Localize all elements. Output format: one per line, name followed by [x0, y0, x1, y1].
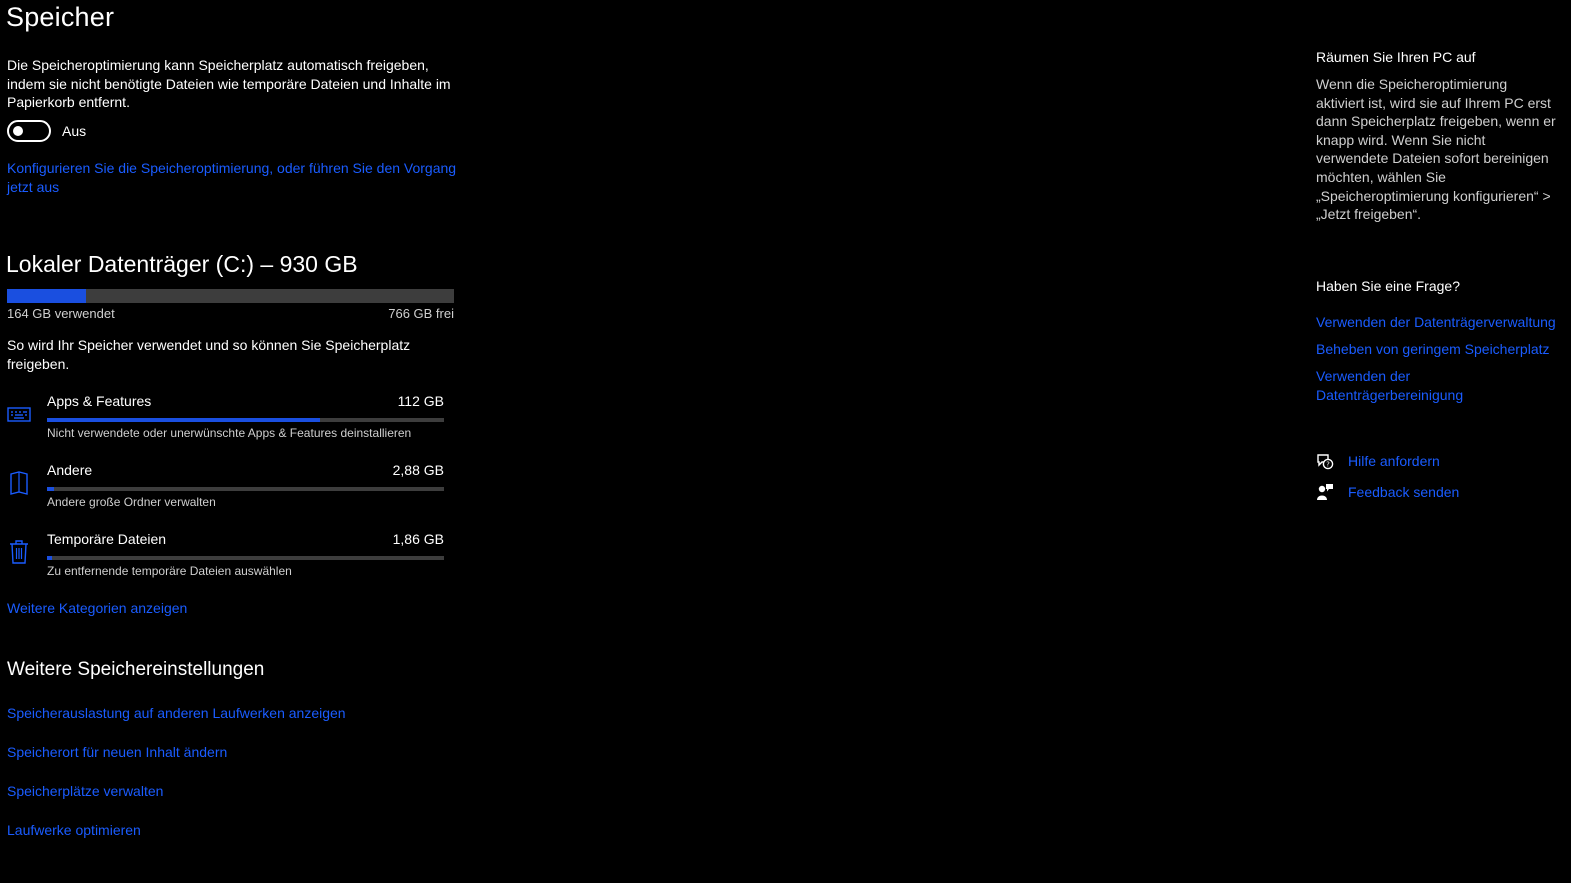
- category-size: 1,86 GB: [392, 531, 444, 547]
- storage-usage-intro: So wird Ihr Speicher verwendet und so können Sie Speicherplatz freigeben.: [7, 337, 411, 372]
- get-help-link[interactable]: Hilfe anfordern: [1348, 453, 1440, 469]
- disk-usage-meta: [7, 306, 454, 321]
- disk-title: Lokaler Datenträger (C:) – 930 GB: [6, 251, 358, 277]
- category-usage-bar: [47, 556, 444, 560]
- get-help-row[interactable]: [1316, 452, 1440, 471]
- category-other[interactable]: [7, 462, 447, 522]
- trash-icon: [7, 537, 31, 565]
- toggle-knob: [13, 126, 23, 136]
- configure-storage-sense-link[interactable]: Konfigurieren Sie die Speicheroptimierung, oder führen Sie den Vorgang jetzt aus: [7, 160, 457, 195]
- view-other-drives-link[interactable]: Speicherauslastung auf anderen Laufwerken anzeigen: [7, 705, 346, 721]
- category-size: 112 GB: [397, 393, 444, 409]
- category-usage-bar: [47, 418, 444, 422]
- page-title: Speicher: [6, 2, 115, 32]
- category-temp-files[interactable]: [7, 531, 447, 591]
- category-name: Temporäre Dateien: [47, 531, 167, 547]
- category-description: Nicht verwendete oder unerwünschte Apps & Features deinstallieren: [47, 426, 412, 440]
- cleanup-heading: Räumen Sie Ihren PC auf: [1316, 49, 1476, 65]
- disk-usage-bar: [7, 289, 454, 303]
- category-name: Andere: [47, 462, 93, 478]
- feedback-icon: [1316, 483, 1334, 501]
- category-usage-bar: [47, 487, 444, 491]
- category-usage-bar-fill: [47, 556, 52, 560]
- category-usage-bar-fill: [47, 487, 54, 491]
- category-apps-features[interactable]: [7, 393, 447, 453]
- cleanup-text: Wenn die Speicheroptimierung aktiviert ist, wird sie auf Ihrem PC erst dann Speicherplatz freigeben, wenn er knapp wird. Wenn Sie nicht verwendete Dateien sofort bereinigen möchten, wählen Sie „Speicheroptimierung konfigurieren“ > „Jetzt freigeben“.: [1316, 76, 1556, 223]
- more-storage-settings-title: Weitere Speichereinstellungen: [7, 659, 265, 680]
- disk-used-label: 164 GB verwendet: [7, 306, 115, 321]
- folder-icon: [7, 468, 31, 496]
- manage-storage-spaces-link[interactable]: Speicherplätze verwalten: [7, 783, 164, 799]
- chat-help-icon: [1316, 452, 1334, 470]
- disk-usage-bar-fill: [7, 289, 86, 303]
- svg-text:?: ?: [1326, 460, 1330, 469]
- show-more-categories-link[interactable]: Weitere Kategorien anzeigen: [7, 600, 188, 616]
- storage-sense-description: Die Speicheroptimierung kann Speicherplatz automatisch freigeben, indem sie nicht benötigte Dateien wie temporäre Dateien und Inhalte im Papierkorb entfernt.: [7, 57, 451, 110]
- storage-sense-toggle-row: [7, 120, 86, 142]
- optimize-drives-link[interactable]: Laufwerke optimieren: [7, 822, 141, 838]
- keyboard-icon: [7, 399, 31, 427]
- category-description: Andere große Ordner verwalten: [47, 495, 216, 509]
- toggle-state-label: Aus: [62, 123, 87, 139]
- disk-free-label: 766 GB frei: [388, 306, 454, 321]
- disk-management-link[interactable]: Verwenden der Datenträgerverwaltung: [1316, 314, 1556, 330]
- question-heading: Haben Sie eine Frage?: [1316, 278, 1460, 294]
- change-save-location-link[interactable]: Speicherort für neuen Inhalt ändern: [7, 744, 228, 760]
- send-feedback-link[interactable]: Feedback senden: [1348, 484, 1460, 500]
- send-feedback-row[interactable]: [1316, 483, 1459, 502]
- category-usage-bar-fill: [47, 418, 320, 422]
- category-size: 2,88 GB: [392, 462, 444, 478]
- category-description: Zu entfernende temporäre Dateien auswählen: [47, 564, 292, 578]
- category-name: Apps & Features: [47, 393, 152, 409]
- low-disk-space-link[interactable]: Beheben von geringem Speicherplatz: [1316, 341, 1550, 357]
- storage-sense-toggle[interactable]: [7, 120, 51, 142]
- disk-cleanup-link[interactable]: Verwenden der Datenträgerbereinigung: [1316, 368, 1464, 403]
